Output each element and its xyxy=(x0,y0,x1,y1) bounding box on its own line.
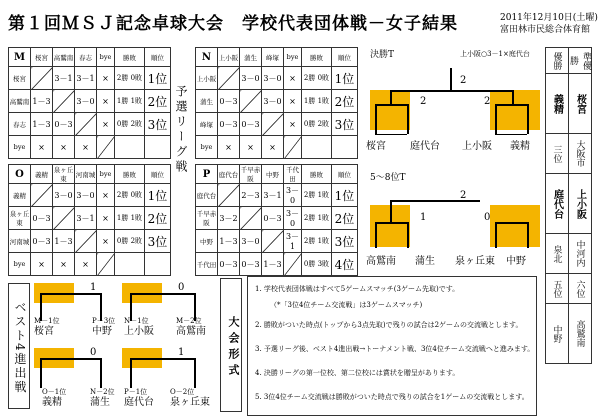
league-row xyxy=(9,136,171,159)
win-loss-cell: 0勝 2敗 xyxy=(302,113,332,136)
best4-m4-bar xyxy=(130,358,194,360)
league-team-name: 中野 xyxy=(196,230,218,253)
score-cell: × xyxy=(97,113,115,136)
results-cell: 中野 xyxy=(546,304,569,364)
score-cell: 3－0 xyxy=(262,67,284,90)
score-cell: 0－3 xyxy=(31,230,53,253)
league-side-label: 予選リーグ戦 xyxy=(174,85,188,175)
placement-team-4: 中野 xyxy=(506,256,526,267)
best4-m4-right-sub: O－2位 xyxy=(170,388,195,396)
final-base-right xyxy=(495,134,527,135)
final-note: 上小阪○3－1×庭代台 xyxy=(460,50,530,58)
event-venue: 富田林市民総合体育館 xyxy=(500,25,591,35)
score-cell: 0－3 xyxy=(31,207,53,230)
win-loss-cell xyxy=(115,253,145,276)
best4-m4-right: 泉ヶ丘東 xyxy=(170,397,210,408)
league-header-cell: 勝敗 xyxy=(115,165,145,184)
final-top-bar xyxy=(390,90,512,92)
best4-m3-left: 義精 xyxy=(42,397,62,408)
league-header-cell: 峰塚 xyxy=(262,48,284,67)
score-cell: 3－0 xyxy=(75,90,97,113)
score-cell: 3－1 xyxy=(53,67,75,90)
score-cell: × xyxy=(75,136,97,159)
final-base-left xyxy=(375,134,407,135)
score-cell: × xyxy=(97,184,115,207)
league-row xyxy=(9,207,171,230)
win-loss-cell: 2勝 1敗 xyxy=(302,184,332,207)
league-header-cell: 順位 xyxy=(145,165,171,184)
league-header-cell: 千代田 xyxy=(284,165,302,184)
score-cell: × xyxy=(97,67,115,90)
score-cell: 0－3 xyxy=(262,207,284,230)
league-table-m xyxy=(8,47,171,159)
score-cell: × xyxy=(218,136,240,159)
placement-title: 5～8位T xyxy=(370,173,406,183)
best4-m4-score-left: 1 xyxy=(178,347,185,358)
best4-m3-left-sub: O－1位 xyxy=(42,388,67,396)
results-header: 優勝 xyxy=(546,48,569,74)
league-row xyxy=(196,67,358,90)
final-top-stem xyxy=(450,68,452,90)
placement-top-stem xyxy=(390,200,392,222)
league-team-name: bye xyxy=(9,253,31,276)
placement-top-bar xyxy=(390,200,480,202)
score-cell: 3－0 xyxy=(262,90,284,113)
score-cell: × xyxy=(284,90,302,113)
league-team-name: 高鷲南 xyxy=(9,90,31,113)
league-team-name: 泉ヶ丘東 xyxy=(9,207,31,230)
league-header-cell: 泉ヶ丘東 xyxy=(53,166,74,183)
league-row xyxy=(196,136,358,159)
final-highlight-right xyxy=(490,90,540,130)
score-cell: × xyxy=(53,136,75,159)
final-team-4: 義精 xyxy=(510,141,530,152)
rank-cell: 1位 xyxy=(145,184,171,207)
league-header-cell: 順位 xyxy=(332,165,358,184)
league-header-cell: 桜宮 xyxy=(31,48,53,67)
best4-m1-left-sub: M－1位 xyxy=(34,317,60,325)
win-loss-cell: 1勝 1敗 xyxy=(115,207,145,230)
rank-cell: 2位 xyxy=(332,90,358,113)
placement-team-3: 泉ヶ丘東 xyxy=(455,256,495,267)
results-cell: 三位 xyxy=(546,134,569,174)
score-cell: 3－0 xyxy=(240,230,262,253)
league-row xyxy=(9,90,171,113)
win-loss-cell xyxy=(115,136,145,159)
score-cell: 3－0 xyxy=(53,184,75,207)
rule-1: 1. 学校代表団体戦はすべて5ゲームスマッチ(3ゲーム先取)です。 xyxy=(255,285,460,293)
score-cell xyxy=(218,184,240,207)
rank-cell xyxy=(145,136,171,159)
score-cell xyxy=(97,253,115,276)
score-cell xyxy=(284,253,302,276)
best4-m3-right-leg xyxy=(100,358,102,388)
score-cell xyxy=(53,207,75,230)
score-cell: 1－3 xyxy=(53,230,75,253)
best4-m4-left: 庭代台 xyxy=(124,397,154,408)
page-title: 第１回ＭＳＪ記念卓球大会 学校代表団体戦－女子結果 xyxy=(8,14,458,34)
final-right-score: 2 xyxy=(484,96,491,107)
league-row xyxy=(196,230,358,253)
final-leg-2 xyxy=(407,104,409,134)
score-cell: 3－1 xyxy=(75,67,97,90)
league-team-name: 上小阪 xyxy=(196,67,218,90)
best4-m3-left-leg xyxy=(40,358,42,388)
league-row xyxy=(196,253,358,276)
placement-leg-4 xyxy=(527,222,529,248)
score-cell xyxy=(240,90,262,113)
rank-cell: 3位 xyxy=(145,113,171,136)
rule-3: 3. 予選リーグ後、ベスト4進出戦→トーナメント戦、3位4位チーム交流戦へと進みます。 xyxy=(255,345,535,353)
score-cell: 3－0 xyxy=(240,67,262,90)
league-letter: M xyxy=(9,48,31,67)
best4-m1-right-sub: P－3位 xyxy=(92,317,116,325)
best4-m3-score-left: 0 xyxy=(90,347,97,358)
league-team-name: 蒲生 xyxy=(196,90,218,113)
placement-team-2: 蒲生 xyxy=(415,256,435,267)
placement-left-bar xyxy=(375,222,407,224)
league-team-name: 義精 xyxy=(9,184,31,207)
league-row xyxy=(196,90,358,113)
rule-4: 4. 決勝リーグの第一位校、第二位校には賞状を贈呈があります。 xyxy=(255,369,460,377)
league-table-n xyxy=(195,47,358,159)
rank-cell: 2位 xyxy=(145,207,171,230)
best4-m1-score-left: 1 xyxy=(90,282,97,293)
results-cell: 六位 xyxy=(569,274,592,304)
score-cell: × xyxy=(97,230,115,253)
best4-m2-left-sub: N－1位 xyxy=(124,317,149,325)
league-team-name: 春志 xyxy=(9,113,31,136)
score-cell: 3－1 xyxy=(75,207,97,230)
score-cell: 3－0 xyxy=(284,184,302,207)
best4-m3-right-sub: N－2位 xyxy=(90,388,115,396)
final-right-bar xyxy=(495,104,527,106)
rank-cell xyxy=(332,136,358,159)
results-cell: 桜宮 xyxy=(569,74,592,134)
score-cell: × xyxy=(240,136,262,159)
placement-leg-1 xyxy=(375,222,377,248)
score-cell xyxy=(53,90,75,113)
win-loss-cell: 2勝 0敗 xyxy=(115,184,145,207)
final-team-1: 桜宮 xyxy=(366,141,386,152)
league-letter: O xyxy=(9,165,31,184)
score-cell: × xyxy=(31,253,53,276)
score-cell: 3－2 xyxy=(218,207,240,230)
results-cell: 上小阪 xyxy=(569,174,592,234)
final-title: 決勝T xyxy=(370,50,395,60)
score-cell: × xyxy=(75,253,97,276)
placement-right-score: 0 xyxy=(484,212,491,223)
league-row xyxy=(196,184,358,207)
results-cell: 義精 xyxy=(546,74,569,134)
placement-team-1: 高鷲南 xyxy=(366,256,396,267)
league-header-cell: bye xyxy=(97,165,115,184)
win-loss-cell: 0勝 2敗 xyxy=(115,113,145,136)
rules-label: 大会形式 xyxy=(220,278,242,412)
win-loss-cell: 2勝 1敗 xyxy=(302,207,332,230)
win-loss-cell: 0勝 2敗 xyxy=(115,230,145,253)
score-cell: 0－3 xyxy=(240,113,262,136)
rank-cell: 4位 xyxy=(332,253,358,276)
league-row xyxy=(196,207,358,230)
final-leg-1 xyxy=(375,104,377,134)
rule-1-note: （*「3位4位チーム交流戦」は3ゲームスマッチ) xyxy=(270,301,423,309)
best4-m2-bar xyxy=(130,293,194,295)
score-cell: × xyxy=(97,90,115,113)
best4-m2-right: 高鷲南 xyxy=(176,326,206,337)
league-header-cell: bye xyxy=(284,48,302,67)
score-cell: 3－1 xyxy=(262,184,284,207)
score-cell: 3－1 xyxy=(284,230,302,253)
league-letter: N xyxy=(196,48,218,67)
league-row xyxy=(9,113,171,136)
rank-cell: 1位 xyxy=(145,67,171,90)
rule-2: 2. 勝敗がついた時点(トップから3点先取)で残りの試合は2ゲームの交流戦とします。 xyxy=(255,321,523,329)
rank-cell: 1位 xyxy=(332,67,358,90)
best4-m1-left: 桜宮 xyxy=(34,326,54,337)
score-cell: 1－3 xyxy=(218,230,240,253)
score-cell: × xyxy=(31,136,53,159)
score-cell xyxy=(97,136,115,159)
league-header-cell: 上小阪 xyxy=(218,48,240,67)
league-header-cell: 勝敗 xyxy=(302,165,332,184)
score-cell: 1－3 xyxy=(262,253,284,276)
rank-cell: 2位 xyxy=(332,207,358,230)
placement-leg-2 xyxy=(407,222,409,248)
score-cell: 3－0 xyxy=(75,184,97,207)
league-row xyxy=(9,253,171,276)
league-row xyxy=(9,67,171,90)
league-header-cell: 勝敗 xyxy=(115,48,145,67)
rank-cell: 1位 xyxy=(332,184,358,207)
league-row xyxy=(196,113,358,136)
league-header-cell: bye xyxy=(97,48,115,67)
final-team-2: 庭代台 xyxy=(410,141,440,152)
best4-m3-right: 蒲生 xyxy=(90,397,110,408)
rank-cell: 3位 xyxy=(332,230,358,253)
best4-m3-bar xyxy=(40,358,100,360)
best4-label: ベスト4進出戦 xyxy=(8,283,30,409)
league-team-name: 庭代台 xyxy=(196,184,218,207)
league-header-cell: 庭代台 xyxy=(218,165,240,184)
win-loss-cell: 2勝 0敗 xyxy=(302,67,332,90)
rank-cell xyxy=(145,253,171,276)
league-header-cell: 蒲生 xyxy=(240,48,262,67)
league-header-cell: 中野 xyxy=(262,165,284,184)
best4-m4-left-leg xyxy=(130,358,132,388)
results-header: 準優勝 xyxy=(569,48,592,74)
rule-5: 5. 3位4位チーム交流戦は勝敗がついた時点で残りの試合を1ゲームの交流戦とします。 xyxy=(255,393,529,401)
final-left-stem xyxy=(390,90,392,104)
league-header-cell: 順位 xyxy=(332,48,358,67)
best4-m2-score-right: 0 xyxy=(178,282,185,293)
score-cell: 1－3 xyxy=(31,90,53,113)
win-loss-cell: 2勝 1敗 xyxy=(302,230,332,253)
score-cell: × xyxy=(262,136,284,159)
league-team-name: bye xyxy=(196,136,218,159)
league-header-cell: 高鷲南 xyxy=(53,48,75,67)
best4-m1-right: 中野 xyxy=(92,326,112,337)
placement-right-bar xyxy=(495,222,527,224)
score-cell: 2－3 xyxy=(240,184,262,207)
best4-m4-right-leg xyxy=(194,358,196,388)
score-cell: 3－0 xyxy=(284,207,302,230)
rank-cell: 3位 xyxy=(145,230,171,253)
results-cell: 泉北 xyxy=(546,234,569,274)
league-row xyxy=(9,230,171,253)
score-cell: 0－3 xyxy=(218,253,240,276)
rank-cell: 3位 xyxy=(332,113,358,136)
score-cell: 1－3 xyxy=(31,113,53,136)
win-loss-cell xyxy=(302,136,332,159)
league-header-cell: 千早赤阪 xyxy=(240,166,261,183)
placement-left-score: 1 xyxy=(420,212,427,223)
results-cell: 大阪市 xyxy=(569,134,592,174)
score-cell xyxy=(31,67,53,90)
league-header-cell: 順位 xyxy=(145,48,171,67)
score-cell xyxy=(240,207,262,230)
results-cell: 五位 xyxy=(546,274,569,304)
results-cell: 庭代台 xyxy=(546,174,569,234)
final-team-3: 上小阪 xyxy=(462,141,492,152)
league-table-o xyxy=(8,164,171,276)
league-header-cell: 義精 xyxy=(31,165,53,184)
best4-m4-left-sub: P－1位 xyxy=(124,388,148,396)
league-row xyxy=(9,184,171,207)
best4-m2-right-sub: M－2位 xyxy=(176,317,202,325)
score-cell: × xyxy=(284,67,302,90)
results-cell: 高鷲南 xyxy=(569,304,592,364)
league-team-name: 峰塚 xyxy=(196,113,218,136)
final-leg-4 xyxy=(527,104,529,134)
final-left-bar xyxy=(375,104,407,106)
score-cell xyxy=(262,230,284,253)
final-leg-3 xyxy=(495,104,497,134)
win-loss-cell: 2勝 0敗 xyxy=(115,67,145,90)
league-team-name: 桜宮 xyxy=(9,67,31,90)
score-cell xyxy=(284,136,302,159)
score-cell: 0－3 xyxy=(53,113,75,136)
results-cell: 中河内 xyxy=(569,234,592,274)
league-header-cell: 春志 xyxy=(75,48,97,67)
league-header-cell: 河南城 xyxy=(75,165,97,184)
league-table-p xyxy=(195,164,358,276)
league-header-cell: 勝敗 xyxy=(302,48,332,67)
best4-m2-left: 上小阪 xyxy=(124,326,154,337)
results-column xyxy=(545,47,592,364)
event-date: 2011年12月10日(土曜) xyxy=(500,13,598,23)
score-cell xyxy=(75,230,97,253)
league-team-name: 河南城 xyxy=(9,230,31,253)
league-team-name: bye xyxy=(9,136,31,159)
win-loss-cell: 1勝 1敗 xyxy=(115,90,145,113)
league-team-name: 千早赤阪 xyxy=(196,207,218,230)
score-cell: 0－3 xyxy=(240,253,262,276)
final-right-stem xyxy=(512,90,514,104)
league-letter: P xyxy=(196,165,218,184)
score-cell xyxy=(218,67,240,90)
win-loss-cell: 0勝 3敗 xyxy=(302,253,332,276)
score-cell: × xyxy=(97,207,115,230)
score-cell: × xyxy=(53,253,75,276)
final-left-score: 2 xyxy=(420,96,427,107)
score-cell: × xyxy=(284,113,302,136)
score-cell: 0－3 xyxy=(218,90,240,113)
placement-top-score: 2 xyxy=(460,190,467,201)
score-cell xyxy=(262,113,284,136)
best4-m1-bar xyxy=(40,293,100,295)
score-cell xyxy=(31,184,53,207)
rank-cell: 2位 xyxy=(145,90,171,113)
win-loss-cell: 1勝 1敗 xyxy=(302,90,332,113)
final-top-score: 2 xyxy=(460,75,467,86)
placement-highlight-right xyxy=(490,205,540,247)
league-team-name: 千代田 xyxy=(196,253,218,276)
score-cell xyxy=(75,113,97,136)
score-cell: 0－3 xyxy=(218,113,240,136)
placement-leg-3 xyxy=(495,222,497,248)
